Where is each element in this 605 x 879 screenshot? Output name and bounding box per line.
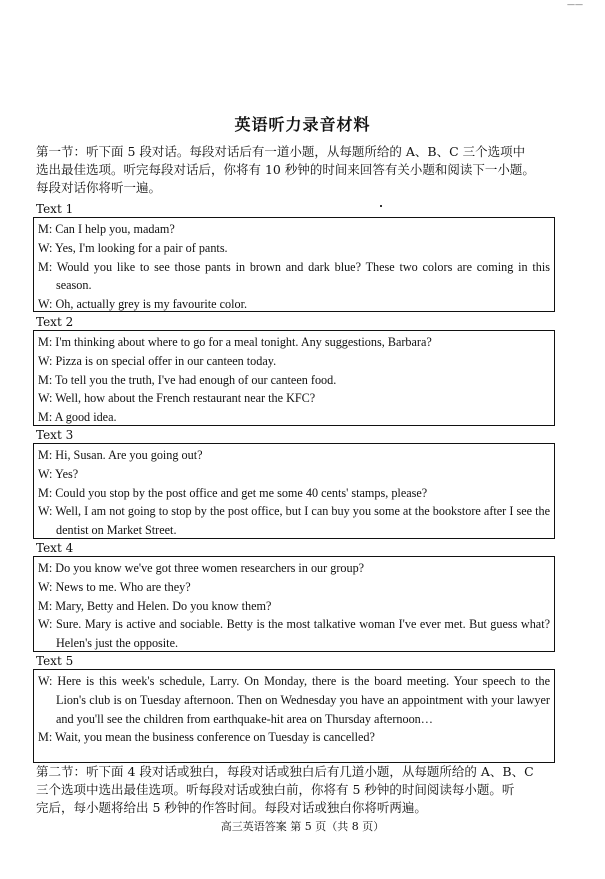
dialogue-line: M: To tell you the truth, I've had enough of our canteen food. — [38, 372, 337, 387]
dialogue-line: W: Well, I am not going to stop by the post office, but I can buy you some at the bookstore after I see the dentist on Market Street. — [38, 504, 550, 538]
text-4-label: Text 4 — [36, 541, 74, 555]
instruction-line: 第一节：听下面 5 段对话。每段对话后有一道小题，从每题所给的 A、B、C 三个选项中 — [36, 144, 526, 159]
dialogue-line: M: Hi, Susan. Are you going out? — [38, 448, 203, 462]
text-1-label: Text 1 — [36, 202, 74, 216]
instruction-line: 第二节：听下面 4 段对话或独白，每段对话或独白后有几道小题，从每题所给的 A、B、C — [36, 764, 534, 779]
dialogue-line: W: Oh, actually grey is my favourite color. — [38, 297, 248, 312]
dialogue-line: M: Mary, Betty and Helen. Do you know them? — [38, 598, 272, 613]
text-3-label: Text 3 — [36, 428, 74, 442]
dialogue-line: W: News to me. Who are they? — [38, 579, 191, 594]
text-2-label: Text 2 — [36, 315, 74, 329]
text-5-dialogue-box — [33, 669, 555, 763]
dialogue-line: M: Wait, you mean the business conference on Tuesday is cancelled? — [38, 730, 375, 745]
text-2-dialogue-box — [33, 330, 555, 426]
text-5-label: Text 5 — [36, 654, 74, 668]
page-corner-mark: —— — [567, 0, 583, 9]
page-footer: 高三英语答案 第 5 页（共 8 页） — [220, 820, 385, 833]
dialogue-line: M: A good idea. — [38, 410, 117, 425]
instruction-line: 选出最佳选项。听完每段对话后，你将有 10 秒钟的时间来回答有关小题和阅读下一小题。 — [36, 162, 535, 177]
instruction-line: 每段对话你将听一遍。 — [36, 180, 162, 195]
instruction-line: 完后，每小题将给出 5 秒钟的作答时间。每段对话或独白你将听两遍。 — [36, 800, 427, 815]
section-2-instructions — [36, 763, 562, 817]
dialogue-line: W: Yes, I'm looking for a pair of pants. — [38, 240, 228, 255]
text-1-dialogue-box — [33, 217, 555, 312]
instruction-line: 三个选项中选出最佳选项。听每段对话或独白前，你将有 5 秒钟的时间阅读每小题。听 — [36, 782, 515, 797]
dialogue-line: M: Can I help you, madam? — [38, 222, 175, 236]
dialogue-line: M: Do you know we've got three women researchers in our group? — [38, 561, 365, 575]
scan-speck — [380, 205, 382, 207]
dialogue-line: M: Would you like to see those pants in brown and dark blue? These two colors are coming in this season. — [38, 259, 550, 293]
dialogue-line: W: Pizza is on special offer in our canteen today. — [38, 353, 277, 368]
section-1-instructions — [36, 143, 562, 197]
dialogue-line: W: Sure. Mary is active and sociable. Betty is the most talkative woman I've ever met. But guess what? Helen's just the opposite. — [38, 617, 550, 651]
dialogue-line: M: Could you stop by the post office and get me some 40 cents' stamps, please? — [38, 485, 428, 500]
document-title: 英语听力录音材料 — [234, 115, 371, 134]
dialogue-line: W: Yes? — [38, 466, 79, 481]
text-4-dialogue-box — [33, 556, 555, 652]
dialogue-line: W: Well, how about the French restaurant near the KFC? — [38, 391, 316, 406]
dialogue-line: W: Here is this week's schedule, Larry. On Monday, there is the board meeting. Your speech to the Lion's club is on Tuesday afternoon. Then on Wednesday you have an appointment with your lawyer and you'll see the children from earthquake-hit area on Thursday afternoon… — [38, 674, 550, 726]
dialogue-line: M: I'm thinking about where to go for a meal tonight. Any suggestions, Barbara? — [38, 335, 432, 349]
text-3-dialogue-box — [33, 443, 555, 539]
